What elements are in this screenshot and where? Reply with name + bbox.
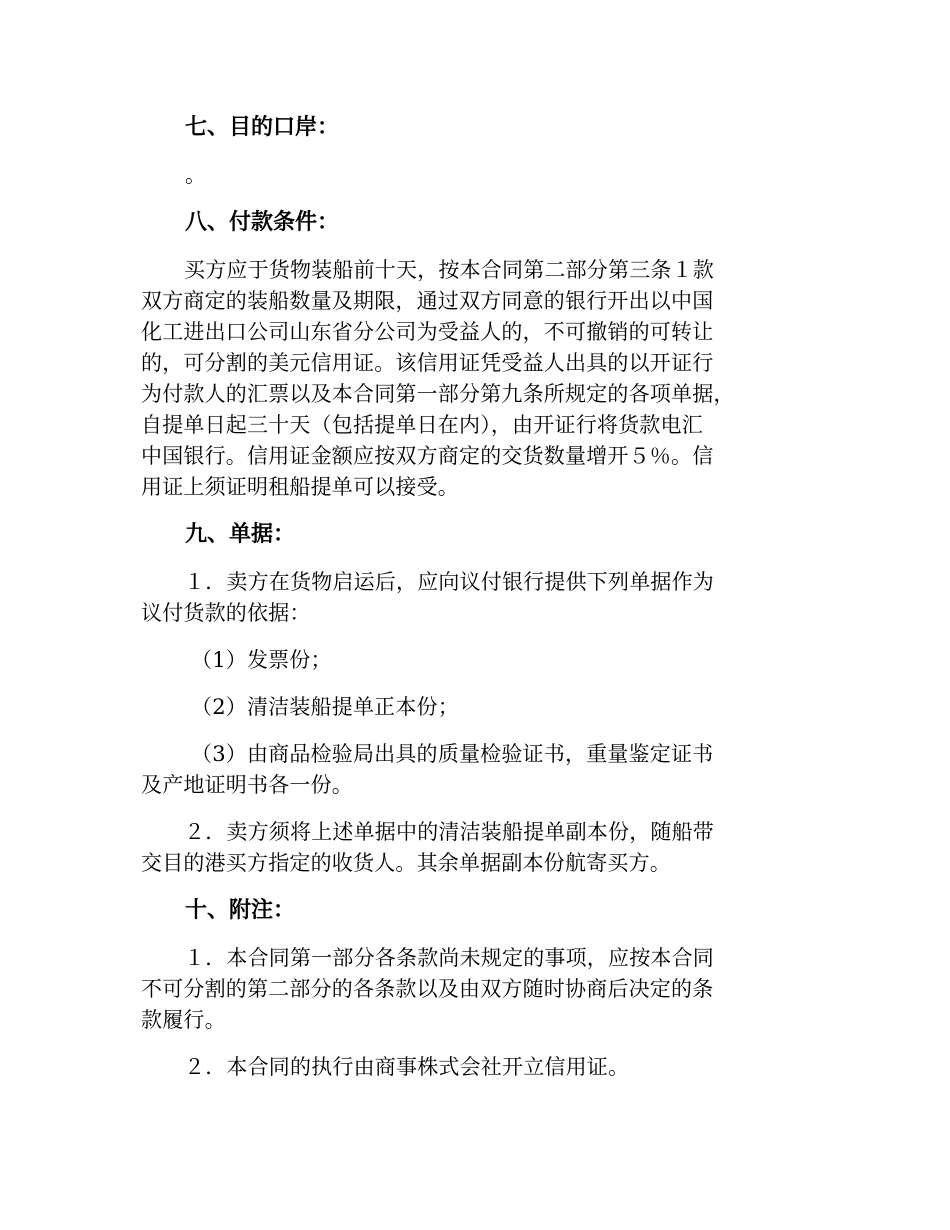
section-heading-remarks: 十、附注： xyxy=(185,898,296,923)
paragraph-line: 不可分割的第二部分的各条款以及由双方随时协商后决定的条 xyxy=(141,977,714,1001)
documents-item-1 xyxy=(141,567,821,629)
document-body xyxy=(141,112,821,1099)
paragraph-line: 款履行。 xyxy=(141,1008,226,1032)
paragraph-line: （3）由商品检验局出具的质量检验证书，重量鉴定证书 xyxy=(191,742,714,766)
destination-port-value: 。 xyxy=(185,163,206,187)
paragraph-line: （2）清洁装船提单正本份； xyxy=(191,695,459,719)
section-heading-destination-port: 七、目的口岸： xyxy=(185,115,340,140)
paragraph-line: 自提单日起三十天（包括提单日在内），由开证行将货款电汇 xyxy=(141,413,703,437)
remarks-item-2 xyxy=(141,1052,821,1083)
paragraph-line: 化工进出口公司山东省分公司为受益人的，不可撤销的可转让 xyxy=(141,320,714,344)
paragraph-line: 的，可分割的美元信用证。该信用证凭受益人出具的以开证行 xyxy=(141,351,714,375)
paragraph-line: 交目的港买方指定的收货人。其余单据副本份航寄买方。 xyxy=(141,851,671,875)
documents-sub-item-invoice xyxy=(141,645,821,676)
paragraph-line: 议付货款的依据： xyxy=(141,601,311,625)
paragraph-line: 买方应于货物装船前十天，按本合同第二部分第三条１款 xyxy=(184,258,714,282)
remarks-item-1 xyxy=(141,943,821,1036)
paragraph-line: 用证上须证明租船提单可以接受。 xyxy=(141,475,459,499)
section-heading-documents: 九、单据： xyxy=(185,522,296,547)
paragraph-line: （1）发票份； xyxy=(191,648,332,672)
documents-sub-item-bill-of-lading xyxy=(141,692,821,723)
paragraph-line: ２．本合同的执行由商事株式会社开立信用证。 xyxy=(184,1055,630,1079)
paragraph-line: １．本合同第一部分各条款尚未规定的事项，应按本合同 xyxy=(184,946,714,970)
paragraph-line: 为付款人的汇票以及本合同第一部分第九条所规定的各项单据， xyxy=(141,382,735,406)
section-heading-payment-terms: 八、付款条件： xyxy=(185,210,340,235)
paragraph-line: 中国银行。信用证金额应按双方商定的交货数量增开５％。信 xyxy=(141,444,714,468)
documents-sub-item-certificates xyxy=(141,739,821,801)
documents-item-2 xyxy=(141,817,821,879)
paragraph-line: 及产地证明书各一份。 xyxy=(141,773,353,797)
paragraph-line: ２．卖方须将上述单据中的清洁装船提单副本份，随船带 xyxy=(184,820,714,844)
paragraph-line: １．卖方在货物启运后，应向议付银行提供下列单据作为 xyxy=(184,570,714,594)
payment-terms-paragraph xyxy=(141,255,821,503)
paragraph-line: 双方商定的装船数量及期限，通过双方同意的银行开出以中国 xyxy=(141,289,714,313)
